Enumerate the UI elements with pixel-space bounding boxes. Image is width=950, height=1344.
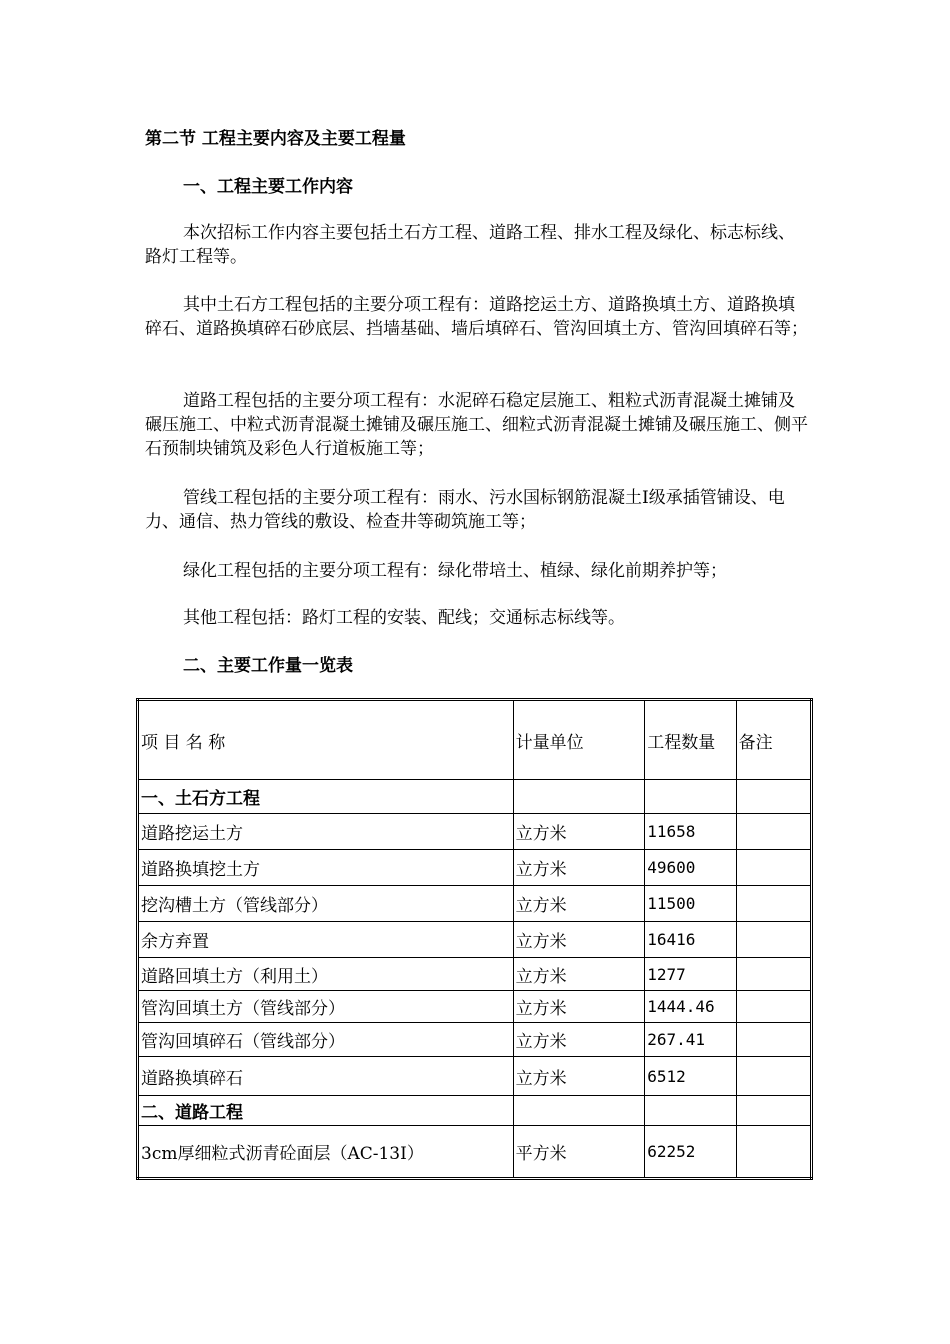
cell-quantity: 62252 xyxy=(645,1126,736,1179)
cell-unit: 立方米 xyxy=(513,1057,645,1096)
table-category-row xyxy=(138,1096,812,1126)
cell-unit: 立方米 xyxy=(513,886,645,922)
cell-item-name: 3cm厚细粒式沥青砼面层（AC-13I） xyxy=(138,1126,514,1179)
cell-item-name: 道路换填碎石 xyxy=(138,1057,514,1096)
cell-quantity: 49600 xyxy=(645,850,736,886)
cell-note xyxy=(736,922,811,958)
quantity-table xyxy=(136,698,813,1180)
cell-quantity: 11500 xyxy=(645,886,736,922)
section-title: 第二节 工程主要内容及主要工程量 xyxy=(145,129,406,149)
cell-item-name: 道路回填土方（利用土） xyxy=(138,958,514,991)
cell-note xyxy=(736,991,811,1023)
cell-item-name: 一、土石方工程 xyxy=(138,780,514,814)
cell-item-name: 管沟回填碎石（管线部分） xyxy=(138,1023,514,1057)
table-category-row xyxy=(138,780,812,814)
cell-note xyxy=(736,958,811,991)
header-unit: 计量单位 xyxy=(513,700,645,780)
table-row xyxy=(138,850,812,886)
cell-quantity: 1444.46 xyxy=(645,991,736,1023)
paragraph-road: 道路工程包括的主要分项工程有：水泥碎石稳定层施工、粗粒式沥青混凝土摊铺及碾压施工、中粒式沥青混凝土摊铺及碾压施工、细粒式沥青混凝土摊铺及碾压施工、侧平石预制块铺筑及彩色人行道板施工等； xyxy=(145,391,808,459)
cell-unit: 立方米 xyxy=(513,991,645,1023)
cell-item-name: 挖沟槽土方（管线部分） xyxy=(138,886,514,922)
cell-note xyxy=(736,1023,811,1057)
header-note: 备注 xyxy=(736,700,811,780)
heading-quantity-table: 二、主要工作量一览表 xyxy=(183,656,353,676)
cell-note xyxy=(736,850,811,886)
cell-quantity: 6512 xyxy=(645,1057,736,1096)
cell-unit xyxy=(513,780,645,814)
table-row xyxy=(138,886,812,922)
table-row xyxy=(138,958,812,991)
cell-unit: 立方米 xyxy=(513,850,645,886)
table-row xyxy=(138,922,812,958)
table-row xyxy=(138,991,812,1023)
cell-item-name: 道路换填挖土方 xyxy=(138,850,514,886)
paragraph-scope: 本次招标工作内容主要包括土石方工程、道路工程、排水工程及绿化、标志标线、路灯工程等。 xyxy=(145,223,795,267)
cell-note xyxy=(736,780,811,814)
paragraph-pipeline: 管线工程包括的主要分项工程有：雨水、污水国标钢筋混凝土Ⅰ级承插管铺设、电力、通信、热力管线的敷设、检查井等砌筑施工等； xyxy=(145,488,785,532)
cell-unit: 立方米 xyxy=(513,1023,645,1057)
cell-note xyxy=(736,1057,811,1096)
header-item-name: 项 目 名 称 xyxy=(138,700,514,780)
cell-quantity: 1277 xyxy=(645,958,736,991)
table-header-row xyxy=(138,700,812,780)
cell-item-name: 余方弃置 xyxy=(138,922,514,958)
heading-work-content: 一、工程主要工作内容 xyxy=(183,177,353,197)
cell-quantity xyxy=(645,780,736,814)
table-row xyxy=(138,1023,812,1057)
cell-item-name: 二、道路工程 xyxy=(138,1096,514,1126)
paragraph-other: 其他工程包括：路灯工程的安装、配线；交通标志标线等。 xyxy=(183,608,625,628)
table-row xyxy=(138,1057,812,1096)
cell-quantity: 267.41 xyxy=(645,1023,736,1057)
paragraph-greening: 绿化工程包括的主要分项工程有：绿化带培土、植绿、绿化前期养护等； xyxy=(183,561,727,581)
table-row xyxy=(138,814,812,850)
cell-note xyxy=(736,814,811,850)
cell-quantity xyxy=(645,1096,736,1126)
cell-unit xyxy=(513,1096,645,1126)
cell-unit: 立方米 xyxy=(513,958,645,991)
cell-unit: 立方米 xyxy=(513,814,645,850)
cell-unit: 平方米 xyxy=(513,1126,645,1179)
table-row xyxy=(138,1126,812,1179)
paragraph-earthwork: 其中土石方工程包括的主要分项工程有：道路挖运土方、道路换填土方、道路换填碎石、道路换填碎石砂底层、挡墙基础、墙后填碎石、管沟回填土方、管沟回填碎石等； xyxy=(145,295,808,339)
cell-quantity: 16416 xyxy=(645,922,736,958)
cell-item-name: 管沟回填土方（管线部分） xyxy=(138,991,514,1023)
cell-note xyxy=(736,1096,811,1126)
cell-note xyxy=(736,1126,811,1179)
cell-item-name: 道路挖运土方 xyxy=(138,814,514,850)
header-quantity: 工程数量 xyxy=(645,700,736,780)
cell-note xyxy=(736,886,811,922)
cell-unit: 立方米 xyxy=(513,922,645,958)
cell-quantity: 11658 xyxy=(645,814,736,850)
